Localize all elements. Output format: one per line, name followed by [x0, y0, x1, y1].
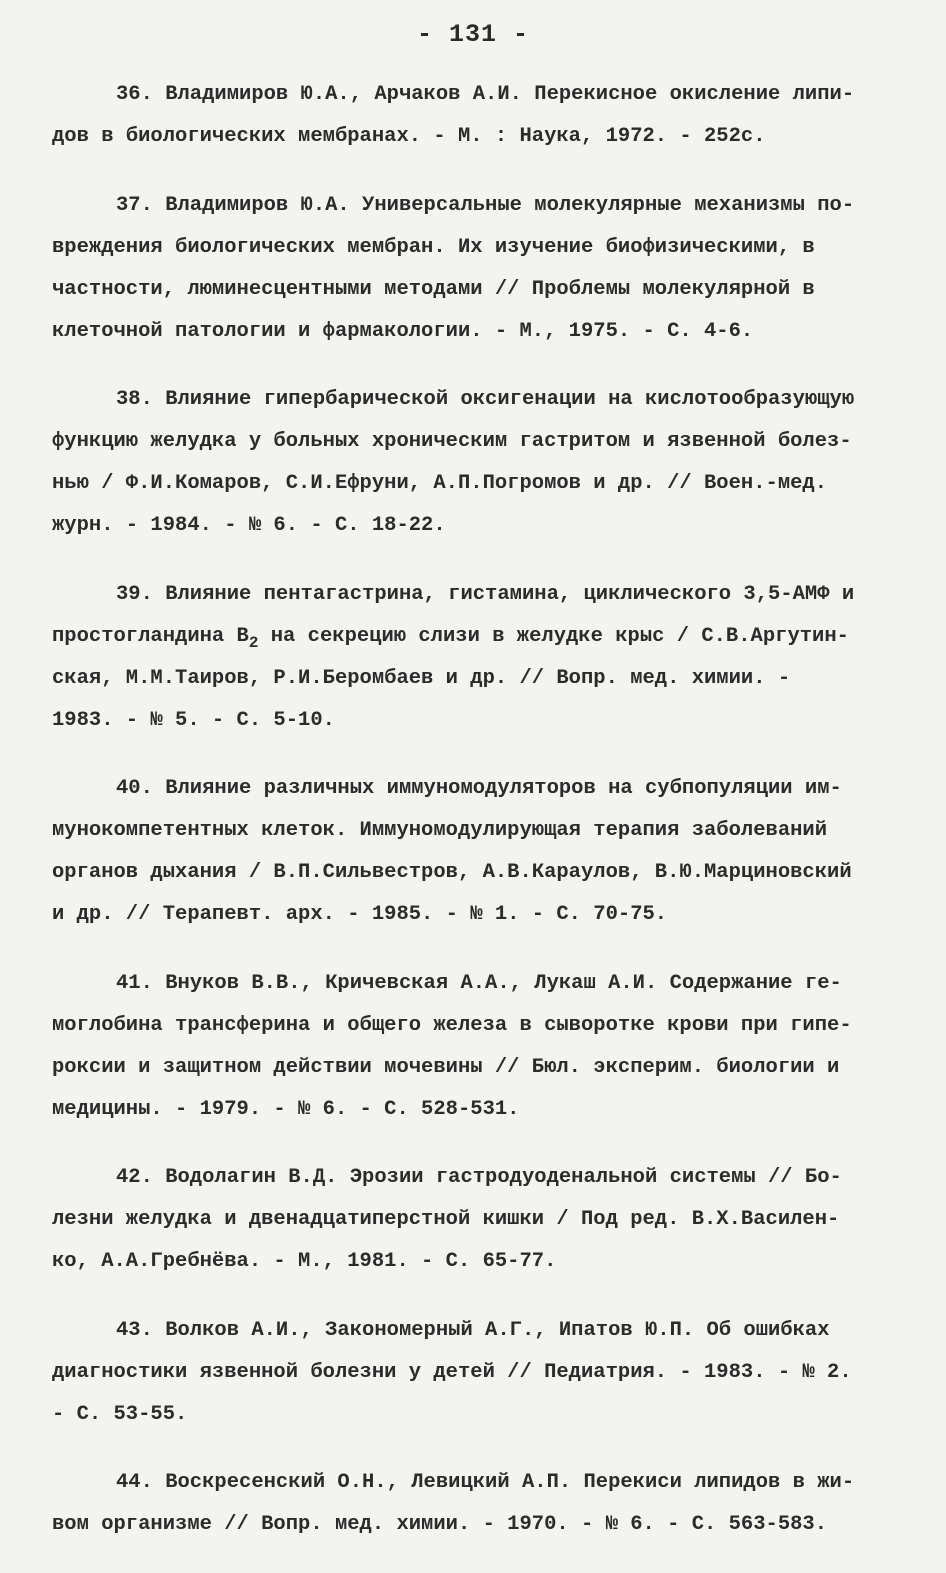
entry-line: 40. Влияние различных иммуномодуляторов на субпопуляции им-: [116, 777, 842, 800]
entry-line: ко, А.А.Гребнёва. - М., 1981. - С. 65-77.: [52, 1250, 557, 1273]
entry-line-text: простогландина В: [52, 624, 249, 648]
entry-line: ская, М.М.Таиров, Р.И.Беромбаев и др. // Вопр. мед. химии. -: [52, 666, 791, 690]
entry-line: 39. Влияние пентагастрина, гистамина, циклического 3,5-АМФ и: [116, 582, 855, 606]
entry-line: частности, люминесцентными методами // Проблемы молекулярной в: [52, 277, 815, 301]
entry-line: 43. Волков А.И., Закономерный А.Г., Ипатов Ю.П. Об ошибках: [116, 1318, 830, 1342]
entry-line: журн. - 1984. - № 6. - С. 18-22.: [52, 514, 446, 537]
page-number: - 131 -: [416, 20, 530, 49]
entry-line: нью / Ф.И.Комаров, С.И.Ефруни, А.П.Погромов и др. // Воен.-мед.: [52, 472, 828, 495]
entry-line: вреждения биологических мембран. Их изучение биофизическими, в: [52, 235, 815, 259]
entry-line: 42. Водолагин В.Д. Эрозии гастродуоденальной системы // Бо-: [116, 1166, 842, 1189]
entry-line: лезни желудка и двенадцатиперстной кишки / Под ред. В.Х.Василен-: [52, 1208, 840, 1231]
entry-line: 37. Владимиров Ю.А. Универсальные молекулярные механизмы по-: [116, 193, 855, 217]
entry-line: диагностики язвенной болезни у детей // Педиатрия. - 1983. - № 2.: [52, 1360, 852, 1384]
entry-line: клеточной патологии и фармакологии. - М., 1975. - С. 4-6.: [52, 319, 754, 343]
bibliography-entry-39: [52, 574, 894, 742]
entry-line: 36. Владимиров Ю.А., Арчаков А.И. Перекисное окисление липи-: [116, 83, 855, 106]
bibliography-entry-38: [52, 379, 894, 547]
entry-line: 41. Внуков В.В., Кричевская А.А., Лукаш А.И. Содержание ге-: [116, 971, 842, 995]
bibliography-entry-43: [52, 1310, 894, 1436]
entry-line: мунокомпетентных клеток. Иммуномодулирующая терапия заболеваний: [52, 819, 828, 842]
bibliography-entry-36: [52, 74, 894, 158]
entry-line: функцию желудка у больных хроническим гастритом и язвенной болез-: [52, 430, 852, 453]
bibliography-entry-42: [52, 1157, 894, 1283]
entry-line: - С. 53-55.: [52, 1402, 188, 1426]
bibliography-list: [52, 74, 894, 1573]
entry-line-text: на секрецию слизи в желудке крыс / С.В.Аргутин-: [258, 624, 849, 648]
entry-line-with-subscript: [52, 616, 894, 658]
entry-line: 1983. - № 5. - С. 5-10.: [52, 708, 335, 732]
bibliography-entry-40: [52, 768, 894, 936]
subscript: 2: [248, 633, 259, 652]
entry-line: и др. // Терапевт. арх. - 1985. - № 1. - С. 70-75.: [52, 903, 668, 926]
entry-line: медицины. - 1979. - № 6. - С. 528-531.: [52, 1097, 520, 1121]
bibliography-entry-37: [52, 185, 894, 353]
entry-line: дов в биологических мембранах. - М. : Наука, 1972. - 252с.: [52, 125, 766, 148]
entry-line: 44. Воскресенский О.Н., Левицкий А.П. Перекиси липидов в жи-: [116, 1471, 855, 1494]
entry-line: моглобина трансферина и общего железа в сыворотке крови при гипе-: [52, 1013, 852, 1037]
entry-line: 38. Влияние гипербарической оксигенации на кислотообразующую: [116, 388, 855, 411]
bibliography-entry-44: [52, 1462, 894, 1546]
entry-line: органов дыхания / В.П.Сильвестров, А.В.Караулов, В.Ю.Марциновский: [52, 861, 852, 884]
bibliography-entry-41: [52, 963, 894, 1131]
entry-line: роксии и защитном действии мочевины // Бюл. эксперим. биологии и: [52, 1055, 840, 1079]
entry-line: вом организме // Вопр. мед. химии. - 1970. - № 6. - С. 563-583.: [52, 1513, 828, 1536]
